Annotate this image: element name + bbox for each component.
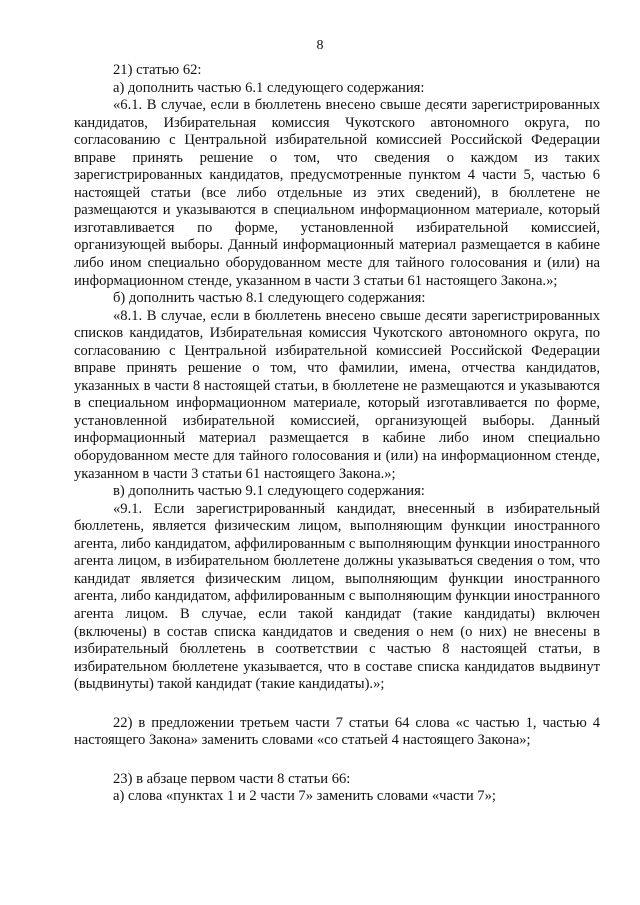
document-body xyxy=(74,62,600,806)
paragraph-sub-a: а) дополнить частью 6.1 следующего содержания: xyxy=(113,79,425,96)
paragraph-spacer xyxy=(74,694,600,715)
paragraph-sub-v: в) дополнить частью 9.1 следующего содержания: xyxy=(113,483,425,500)
paragraph-item-23: 23) в абзаце первом части 8 статьи 66: xyxy=(113,770,351,787)
paragraph-item-22: 22) в предложении третьем части 7 статьи 64 слова «с частью 1, частью 4 настоящего Закона» заменить словами «со статьей 4 настоящего Закона»; xyxy=(74,714,600,749)
paragraph-part-8-1: «8.1. В случае, если в бюллетень внесено свыше десяти зарегистрированных списков кандидатов, Избирательная комиссия Чукотского автономного округа, по согласованию с Центральной избирательной комиссией Российской Федерации вправе принять решение о том, что фамилии, имена, отчества кандидатов, указанных в части 8 настоящей статьи, в бюллетене не размещаются и указываются в специальном информационном материале, который изготавливается по форме, установленной избирательной комиссией, организующей выборы. Данный информационный материал размещается в кабине либо ином специально оборудованном месте для тайного голосования и (или) на информационном стенде, указанном в части 3 статьи 61 настоящего Закона.»; xyxy=(74,307,600,482)
paragraph-part-6-1: «6.1. В случае, если в бюллетень внесено свыше десяти зарегистрированных кандидатов, Избирательная комиссия Чукотского автономного округа, по согласованию с Центральной избирательной комиссией Российской Федерации вправе принять решение о том, что сведения о каждом из таких зарегистрированных кандидатов, предусмотренные пунктом 4 части 5, частью 6 настоящей статьи (все либо отдельные из этих сведений), в бюллетене не размещаются и указываются в специальном информационном материале, который изготавливается по форме, установленной избирательной комиссией, организующей выборы. Данный информационный материал размещается в кабине либо ином специально оборудованном месте для тайного голосования и (или) на информационном стенде, указанном в части 3 статьи 61 настоящего Закона.»; xyxy=(74,97,600,289)
paragraph-part-9-1: «9.1. Если зарегистрированный кандидат, внесенный в избирательный бюллетень, является физическим лицом, выполняющим функции иностранного агента, либо кандидатом, аффилированным с выполняющим функции иностранного агента лицом, в избирательном бюллетене должны указываться сведения о том, что кандидат является физическим лицом, выполняющим функции иностранного агента, либо кандидатом, аффилированным с выполняющим функции иностранного агента лицом. В случае, если такой кандидат (такие кандидаты) включен (включены) в состав списка кандидатов и сведения о нем (о них) не внесены в избирательный бюллетень в соответствии с частью 8 настоящей статьи, в избирательном бюллетене указывается, что в составе списка кандидатов выдвинут (выдвинуты) такой кандидат (такие кандидаты).»; xyxy=(74,500,600,693)
page-number: 8 xyxy=(316,38,324,53)
paragraph-sub-b: б) дополнить частью 8.1 следующего содержания: xyxy=(113,290,426,307)
paragraph-spacer xyxy=(74,750,600,771)
paragraph-item-23-sub-a: а) слова «пунктах 1 и 2 части 7» заменить словами «части 7»; xyxy=(113,788,496,805)
paragraph-item-21: 21) статью 62: xyxy=(113,62,202,78)
